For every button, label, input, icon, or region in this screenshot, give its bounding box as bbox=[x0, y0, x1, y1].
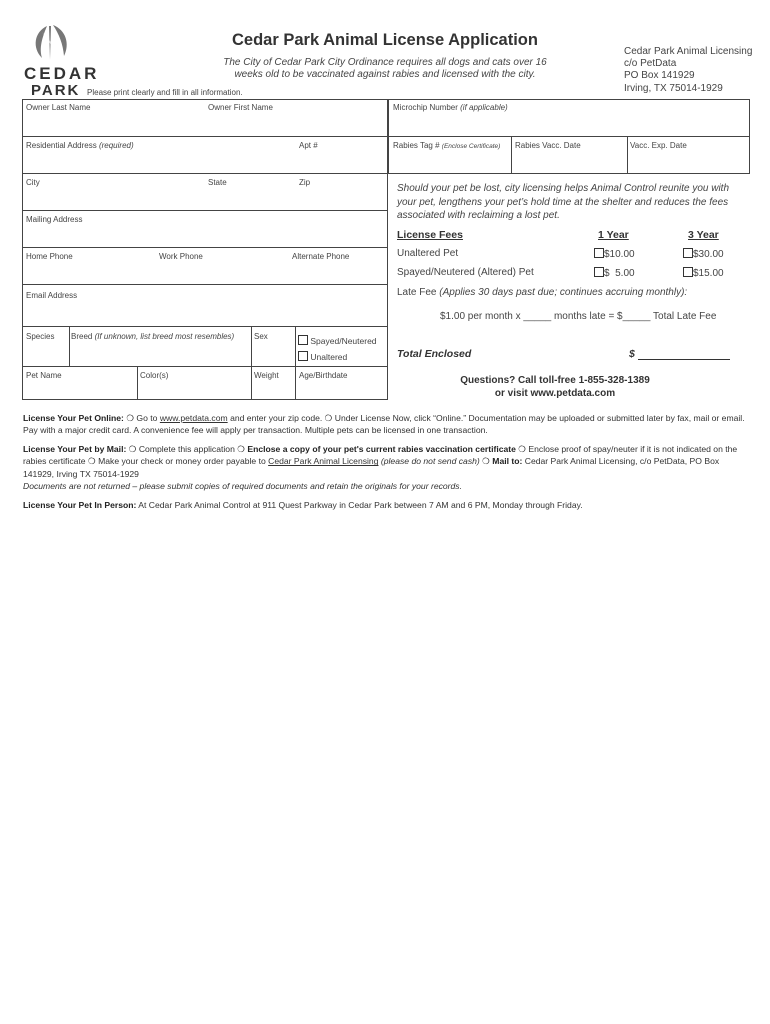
unaltered-option[interactable] bbox=[298, 351, 347, 362]
state-label: State bbox=[208, 178, 227, 187]
no-cash-note: (please do not send cash) bbox=[380, 456, 480, 467]
residential-address-text: Residential Address bbox=[26, 141, 97, 150]
unaltered-1yr-option[interactable] bbox=[594, 248, 635, 260]
total-enclosed-line[interactable] bbox=[638, 359, 730, 360]
online-instructions bbox=[23, 412, 750, 437]
subtitle-line-1: The City of Cedar Park City Ordinance requires all dogs and cats over 16 bbox=[223, 57, 547, 68]
unaltered-label: Unaltered bbox=[310, 352, 348, 362]
home-phone-label: Home Phone bbox=[26, 252, 73, 261]
unaltered-checkbox[interactable] bbox=[298, 351, 308, 361]
unaltered-3yr-option[interactable] bbox=[683, 248, 724, 260]
altered-1yr-option[interactable] bbox=[594, 267, 635, 279]
online-text: Under License Now, click “Online.” Documentation may be uploaded or submitted bbox=[334, 413, 645, 423]
rabies-tag-text: Rabies Tag # bbox=[393, 141, 440, 150]
late-fee-calculation[interactable]: $1.00 per month x _____ months late = $_____ Total Late Fee bbox=[440, 311, 717, 322]
unaltered-1yr-checkbox[interactable] bbox=[594, 248, 604, 258]
late-fee-note: (Applies 30 days past due; continues accruing monthly): bbox=[439, 287, 688, 298]
rabies-vacc-date-label: Rabies Vacc. Date bbox=[515, 141, 581, 150]
pet-name-row[interactable] bbox=[22, 366, 388, 400]
email-label: Email Address bbox=[26, 291, 78, 300]
spayed-option[interactable] bbox=[298, 335, 377, 346]
owner-name-row[interactable] bbox=[22, 99, 388, 137]
mail-text: Complete this application bbox=[138, 444, 235, 454]
address-line: c/o PetData bbox=[624, 58, 677, 70]
ordinance-subtitle bbox=[210, 57, 560, 81]
altered-1yr-checkbox[interactable] bbox=[594, 267, 604, 277]
online-text: and enter your zip code. bbox=[230, 413, 323, 423]
zip-label: Zip bbox=[299, 178, 311, 187]
microchip-note: (if applicable) bbox=[460, 103, 508, 112]
breed-label bbox=[71, 332, 234, 341]
mail-text: Enclose proof of spay/neuter if bbox=[528, 444, 645, 454]
alternate-phone-label: Alternate Phone bbox=[292, 252, 350, 261]
mailing-address-block bbox=[624, 46, 752, 95]
mail-title: License Your Pet by Mail: bbox=[23, 444, 127, 454]
rabies-row[interactable] bbox=[388, 136, 750, 174]
bullet-icon: ❍ bbox=[128, 444, 137, 454]
online-text: Go to bbox=[136, 413, 158, 423]
rabies-tag-label bbox=[393, 141, 500, 150]
species-label: Species bbox=[26, 332, 55, 341]
altered-3yr-price: $15.00 bbox=[693, 268, 724, 279]
bullet-icon: ❍ bbox=[482, 456, 490, 467]
altered-3yr-option[interactable] bbox=[683, 267, 724, 279]
in-person-text: At Cedar Park Animal Control at 911 Quest Parkway in Cedar Park between 7 AM and 6 PM, Monday through Friday. bbox=[138, 500, 583, 510]
logo-text-cedar: CEDAR bbox=[24, 64, 100, 83]
unaltered-3yr-checkbox[interactable] bbox=[683, 248, 693, 258]
altered-1yr-price: $ 5.00 bbox=[604, 268, 635, 279]
spayed-label: Spayed/Neutered bbox=[310, 336, 377, 346]
mail-text: Make your check or money order payable to bbox=[98, 456, 266, 467]
spayed-checkbox[interactable] bbox=[298, 335, 308, 345]
weight-label: Weight bbox=[254, 371, 279, 380]
owner-last-name-label: Owner Last Name bbox=[26, 103, 91, 112]
subtitle-line-2: weeks old to be vaccinated against rabies and licensed with the city. bbox=[234, 69, 536, 80]
print-instruction: Please print clearly and fill in all information. bbox=[87, 88, 243, 97]
unaltered-1yr-price: $10.00 bbox=[604, 249, 635, 260]
breed-note: (If unknown, list breed most resembles) bbox=[94, 332, 235, 341]
address-line: Irving, TX 75014-1929 bbox=[624, 82, 723, 94]
city-state-zip-row[interactable] bbox=[22, 173, 388, 211]
mail-to-address: Animal Licensing, c/o PetData, PO Box 141929, Irving TX 75014-1929 bbox=[23, 456, 720, 479]
questions-website: or visit www.petdata.com bbox=[494, 387, 616, 399]
one-year-heading: 1 Year bbox=[598, 229, 629, 241]
city-label: City bbox=[26, 178, 40, 187]
questions-phone: Questions? Call toll-free 1-855-328-1389 bbox=[460, 375, 650, 386]
sex-label: Sex bbox=[254, 332, 268, 341]
pet-name-label: Pet Name bbox=[26, 371, 62, 380]
apt-label: Apt # bbox=[299, 141, 318, 150]
online-title: License Your Pet Online: bbox=[23, 413, 124, 423]
total-dollar-sign: $ bbox=[629, 348, 635, 360]
lost-pet-note bbox=[397, 182, 747, 223]
work-phone-label: Work Phone bbox=[159, 252, 203, 261]
bullet-icon: ❍ bbox=[518, 444, 527, 454]
online-text: later by fax, mail or email. Pay with a major credit card. A convenience fee will apply per transaction. Multiple pets can be licensed in one transaction. bbox=[23, 413, 745, 436]
rabies-tag-note: (Enclose Certificate) bbox=[441, 143, 501, 150]
payee-name: Cedar Park Animal Licensing bbox=[268, 456, 379, 467]
petdata-link[interactable]: www.petdata.com bbox=[159, 413, 228, 423]
vacc-exp-date-label: Vacc. Exp. Date bbox=[630, 141, 687, 150]
mail-instructions bbox=[23, 443, 750, 492]
bullet-icon: ❍ bbox=[87, 456, 96, 467]
microchip-label bbox=[393, 103, 508, 112]
microchip-text: Microchip Number bbox=[393, 103, 458, 112]
microchip-field[interactable] bbox=[388, 99, 750, 137]
late-fee-label: Late Fee bbox=[397, 287, 437, 298]
mailing-address-label: Mailing Address bbox=[26, 215, 83, 224]
address-line: PO Box 141929 bbox=[624, 70, 695, 82]
age-label: Age/Birthdate bbox=[299, 371, 348, 380]
breed-text: Breed bbox=[71, 332, 93, 341]
lost-pet-line-3: associated with reclaiming a lost pet. bbox=[397, 210, 560, 221]
mail-text: it is not indicated on the rabies certificate bbox=[23, 444, 738, 467]
license-fees-heading: License Fees bbox=[397, 229, 463, 241]
mailing-address-row[interactable] bbox=[22, 210, 388, 248]
logo-text-park: PARK bbox=[31, 82, 81, 99]
altered-fee-label: Spayed/Neutered (Altered) Pet bbox=[397, 267, 534, 278]
owner-first-name-label: Owner First Name bbox=[208, 103, 273, 112]
lost-pet-line-2: your pet, lengthens your pet’s hold time at the shelter and reduces the fees bbox=[397, 196, 729, 208]
three-year-heading: 3 Year bbox=[688, 229, 719, 241]
questions-contact bbox=[400, 375, 710, 400]
documents-note: Documents are not returned – please submit copies of required documents and retain the originals for your records. bbox=[23, 480, 462, 491]
mail-to-address: Cedar Park bbox=[524, 456, 569, 467]
species-breed-row[interactable] bbox=[22, 326, 388, 367]
mail-to-label: Mail to: bbox=[492, 456, 523, 467]
residential-address-row[interactable] bbox=[22, 136, 388, 174]
in-person-instructions bbox=[23, 499, 750, 511]
colors-label: Color(s) bbox=[140, 371, 169, 380]
bullet-icon: ❍ bbox=[126, 413, 135, 423]
unaltered-fee-label: Unaltered Pet bbox=[397, 248, 459, 259]
lost-pet-line-1: Should your pet be lost, city licensing helps Animal Control reunite you with bbox=[397, 183, 730, 194]
required-note: (required) bbox=[98, 141, 134, 150]
page-title: Cedar Park Animal License Application bbox=[232, 31, 538, 49]
total-enclosed-label: Total Enclosed bbox=[397, 348, 472, 360]
late-fee-line bbox=[397, 287, 687, 298]
residential-address-label bbox=[26, 141, 134, 150]
address-line: Cedar Park Animal Licensing bbox=[624, 46, 753, 57]
altered-3yr-checkbox[interactable] bbox=[683, 267, 693, 277]
unaltered-3yr-price: $30.00 bbox=[693, 249, 724, 260]
phone-row[interactable] bbox=[22, 247, 388, 285]
in-person-title: License Your Pet In Person: bbox=[23, 500, 137, 510]
mail-bold-text: Enclose a copy of your pet's current rabies vaccination certificate bbox=[247, 444, 516, 454]
bullet-icon: ❍ bbox=[237, 444, 245, 454]
email-row[interactable] bbox=[22, 284, 388, 327]
bullet-icon: ❍ bbox=[324, 413, 333, 423]
